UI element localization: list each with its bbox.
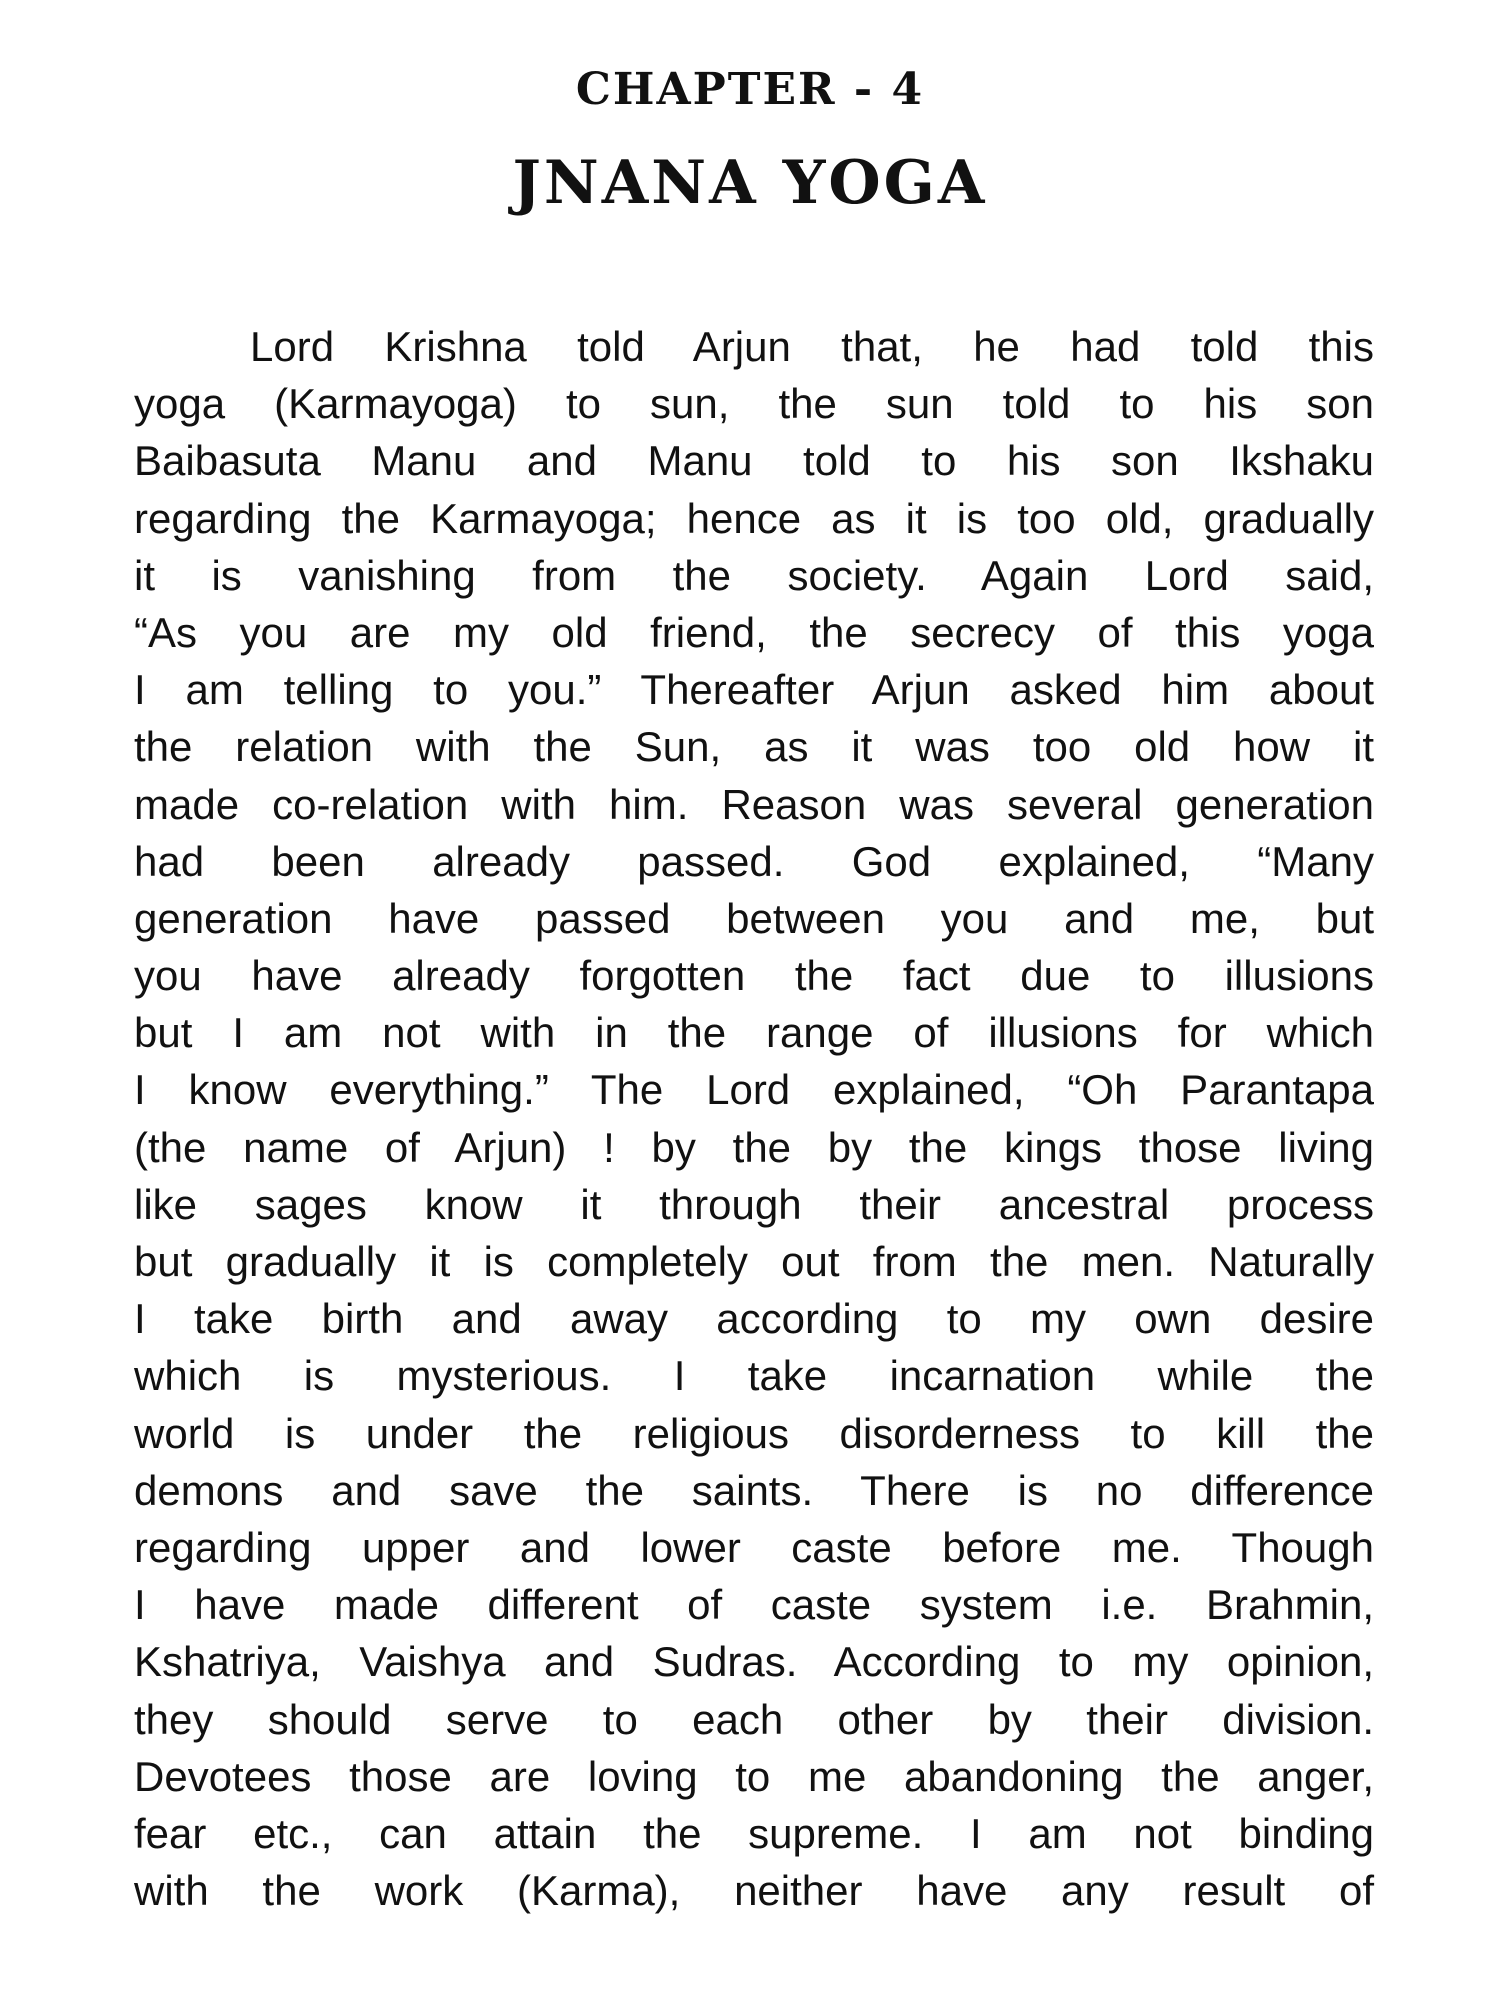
text-line: had been already passed. God explained, “Many [134, 837, 1374, 885]
text-line: (the name of Arjun) ! by the by the kings those living [134, 1123, 1374, 1171]
text-line: you have already forgotten the fact due to illusions [134, 952, 1374, 1000]
text-line: I am telling to you.” Thereafter Arjun asked him about [134, 666, 1374, 714]
text-line: it is vanishing from the society. Again Lord said, [134, 551, 1374, 599]
text-line: Devotees those are loving to me abandoning the anger, [134, 1752, 1374, 1800]
chapter-title: JNANA YOGA [512, 148, 988, 218]
text-line: Lord Krishna told Arjun that, he had told this [250, 323, 1374, 370]
text-line: “As you are my old friend, the secrecy of this yoga [134, 608, 1374, 656]
text-line: regarding upper and lower caste before me. Though [134, 1523, 1374, 1571]
text-line: regarding the Karmayoga; hence as it is too old, gradually [134, 494, 1374, 542]
chapter-number: CHAPTER - 4 [575, 64, 925, 115]
text-line: but gradually it is completely out from the men. Naturally [134, 1238, 1374, 1285]
text-line: I know everything.” The Lord explained, “Oh Parantapa [134, 1066, 1374, 1114]
text-line: generation have passed between you and me, but [134, 894, 1374, 942]
text-line: I have made different of caste system i.e. Brahmin, [134, 1581, 1374, 1629]
text-line: yoga (Karmayoga) to sun, the sun told to his son [134, 380, 1374, 428]
text-line: I take birth and away according to my own desire [134, 1295, 1374, 1343]
text-line: demons and save the saints. There is no difference [134, 1466, 1374, 1514]
chapter-body [134, 318, 1374, 1919]
text-line: but I am not with in the range of illusions for which [134, 1009, 1374, 1057]
text-line: they should serve to each other by their division. [134, 1695, 1374, 1743]
text-line: world is under the religious disorderness to kill the [134, 1409, 1374, 1457]
text-line: the relation with the Sun, as it was too old how it [134, 723, 1374, 771]
text-line: made co-relation with him. Reason was several generation [134, 780, 1374, 828]
text-line: Kshatriya, Vaishya and Sudras. According to my opinion, [134, 1638, 1374, 1686]
text-line: with the work (Karma), neither have any result of [134, 1867, 1374, 1915]
text-line: Baibasuta Manu and Manu told to his son Ikshaku [134, 437, 1374, 485]
text-line: fear etc., can attain the supreme. I am not binding [134, 1809, 1374, 1857]
text-line: which is mysterious. I take incarnation while the [134, 1352, 1374, 1400]
text-line: like sages know it through their ancestral process [134, 1180, 1374, 1228]
